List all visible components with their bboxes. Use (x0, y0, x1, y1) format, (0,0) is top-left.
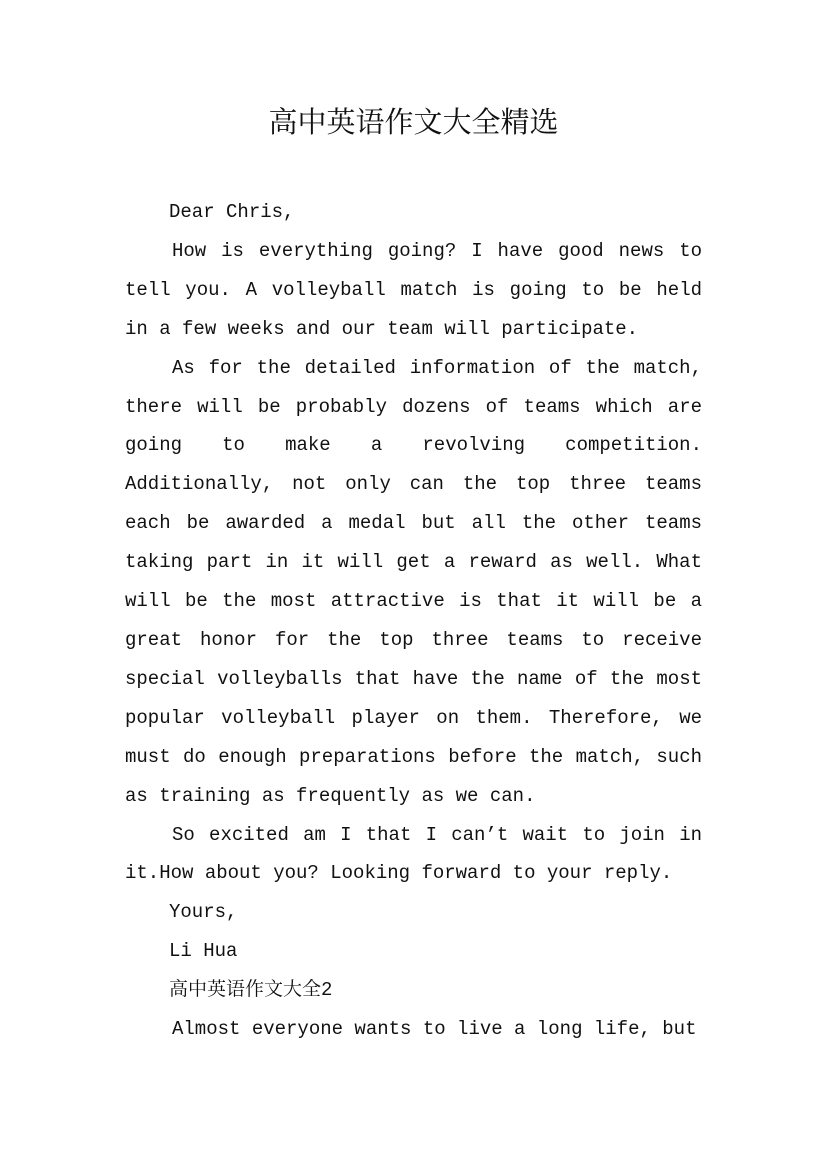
document-title: 高中英语作文大全精选 (268, 105, 559, 139)
paragraph-intro: How is everything going? I have good news to tell you. A volleyball match is going to be held in a few weeks and our team will participate. (125, 239, 702, 340)
document-body (125, 193, 702, 1049)
paragraph-details: As for the detailed information of the match, there will be probably dozens of teams which are going to make a revolving competition. Additionally, not only can the top three teams each be awarded a medal but all the other teams taking part in it will get a reward as well. What will be the most attractive is that it will be a great honor for the top three teams to receive special volleyballs that have the name of the most popular volleyball player on them. Therefore, we must do enough preparations before the match, such as training as frequently as we can. (125, 356, 702, 807)
section-heading: 高中英语作文大全2 (169, 979, 333, 1002)
paragraph-closing: So excited am I that I can’t wait to join in it.How about you? Looking forward to your reply. (125, 823, 702, 885)
paragraph-next-essay: Almost everyone wants to live a long life, but (172, 1018, 697, 1041)
sign-off: Yours, (169, 901, 238, 924)
salutation: Dear Chris, (169, 201, 295, 223)
signature-name: Li Hua (169, 940, 238, 963)
